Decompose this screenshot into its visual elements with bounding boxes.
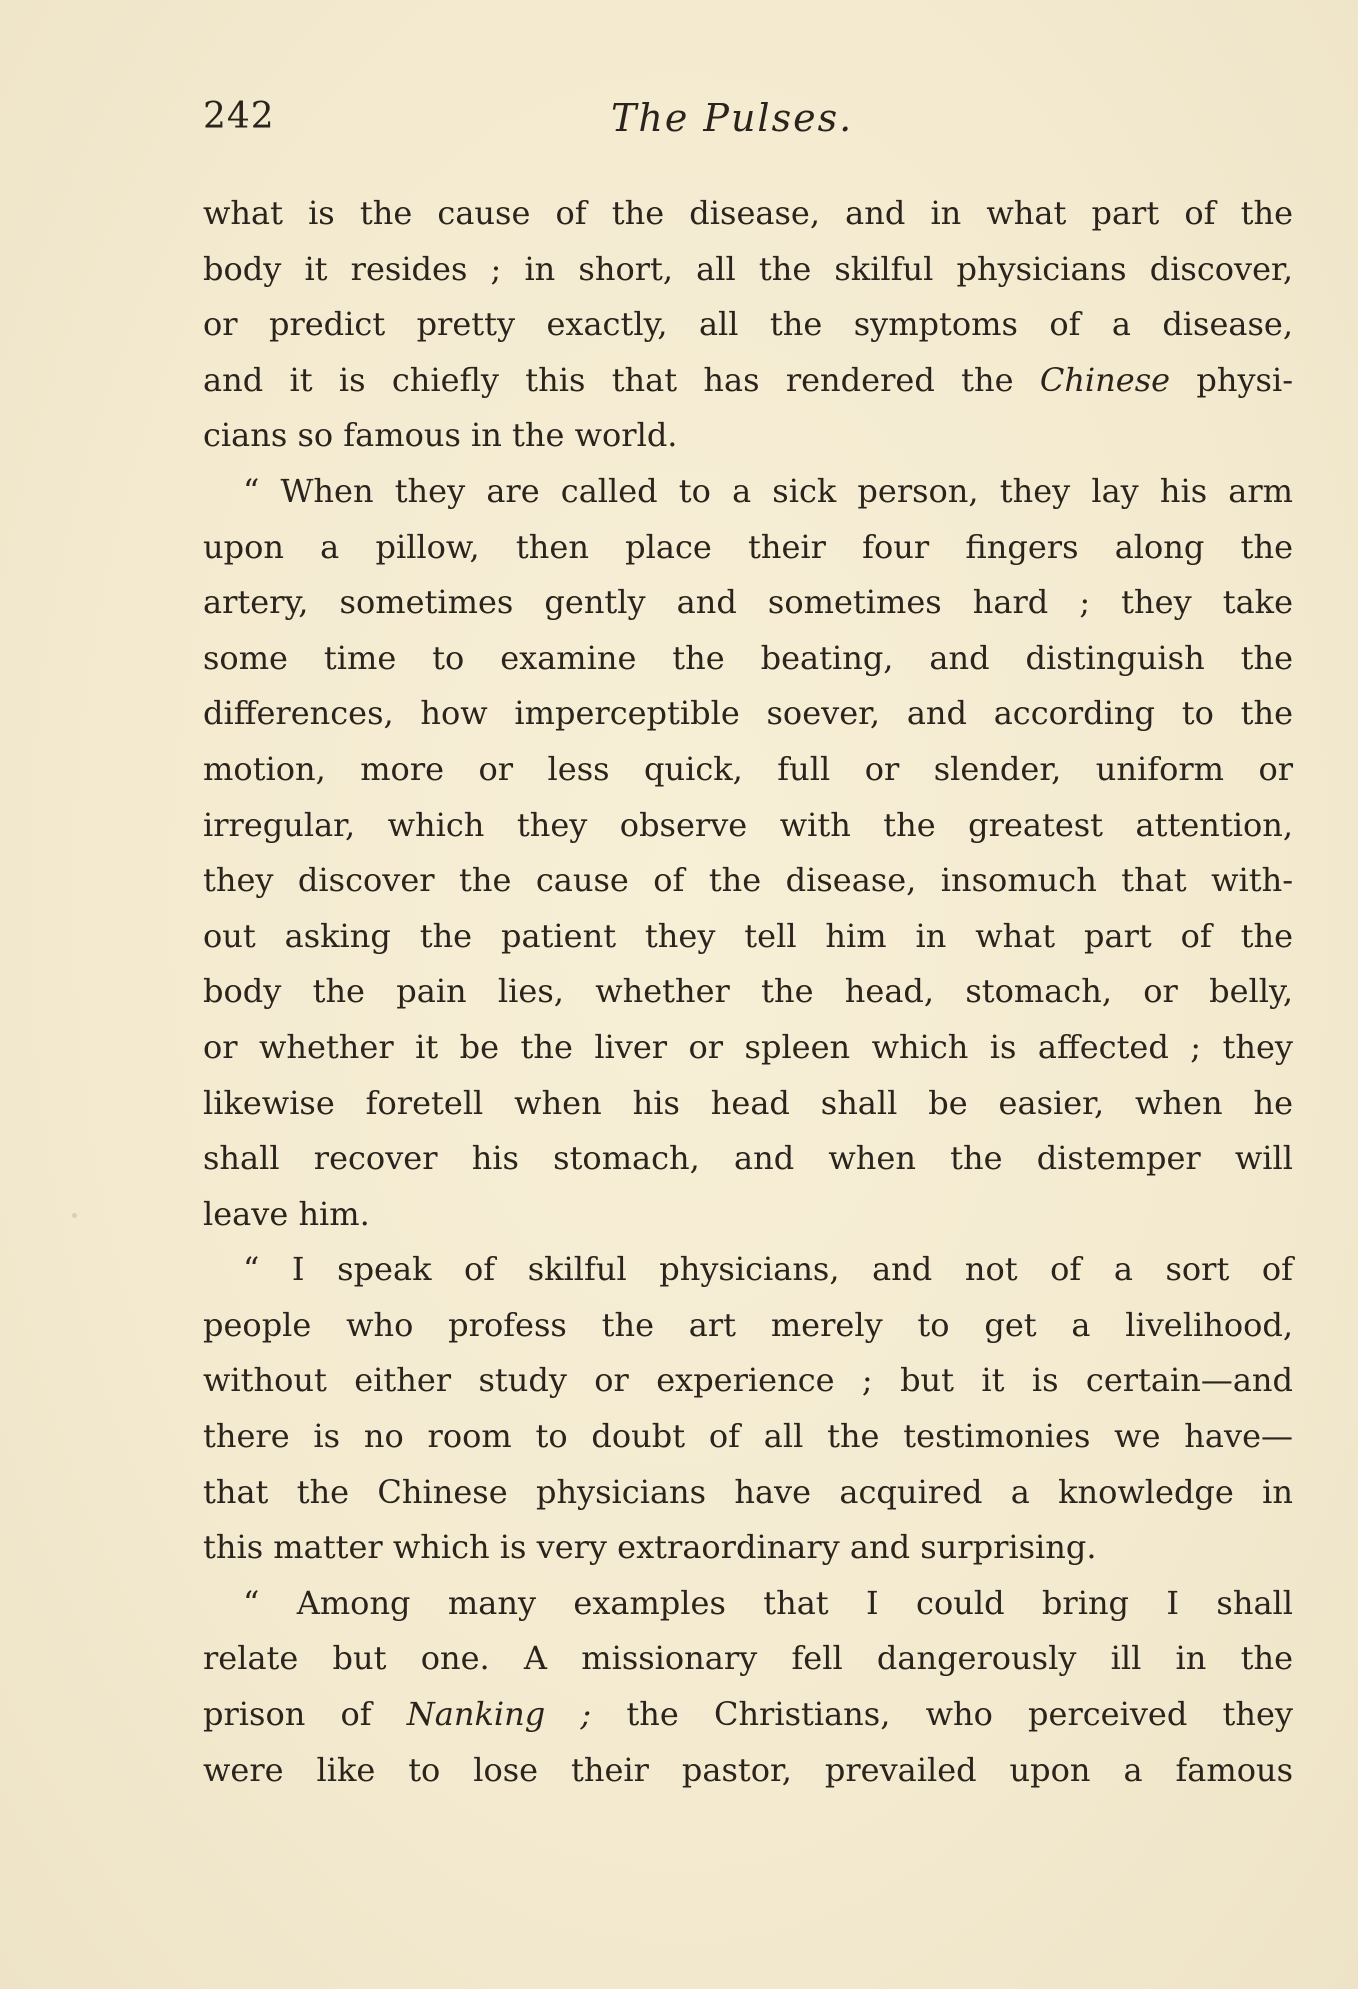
page-number: 242 [203, 96, 275, 137]
text-span: physi- [1170, 360, 1294, 399]
text-line: what is the cause of the disease, and in what part of the [203, 194, 1293, 232]
text-line: body it resides ; in short, all the skilful physicians discover, [203, 249, 1293, 288]
text-line: that the Chinese physicians have acquired a knowledge in [203, 1472, 1293, 1511]
italic-word: Chinese [1039, 360, 1171, 399]
text-line: or predict pretty exactly, all the symptoms of a disease, [203, 305, 1293, 344]
text-span: the Christians, who perceived they [591, 1695, 1293, 1734]
text-line: without either study or experience ; but it is certain—and [203, 1361, 1293, 1400]
text-line: “ Among many examples that I could bring I shall [243, 1583, 1293, 1622]
italic-word: Nanking ; [406, 1695, 592, 1734]
text-line: out asking the patient they tell him in what part of the [203, 916, 1293, 955]
text-line: irregular, which they observe with the greatest attention, [203, 805, 1293, 844]
text-span: prison of [203, 1695, 407, 1734]
text-line: this matter which is very extraordinary and surprising. [203, 1528, 1097, 1567]
text-line: upon a pillow, then place their four fingers along the [203, 527, 1293, 566]
text-line: were like to lose their pastor, prevailed upon a famous [203, 1750, 1293, 1789]
text-line: people who profess the art merely to get a livelihood, [203, 1305, 1293, 1344]
text-line: likewise foretell when his head shall be easier, when he [203, 1083, 1293, 1122]
text-line: artery, sometimes gently and sometimes hard ; they take [203, 583, 1293, 622]
text-line: or whether it be the liver or spleen which is affected ; they [203, 1027, 1293, 1066]
text-line: body the pain lies, whether the head, stomach, or belly, [203, 972, 1293, 1011]
text-line: motion, more or less quick, full or slender, uniform or [203, 749, 1293, 788]
text-line: relate but one. A missionary fell dangerously ill in the [203, 1639, 1293, 1678]
running-title: The Pulses. [611, 96, 854, 140]
text-line: there is no room to doubt of all the testimonies we have— [203, 1417, 1293, 1456]
text-line [203, 353, 1293, 409]
text-line: differences, how imperceptible soever, and according to the [203, 694, 1293, 733]
text-line: “ When they are called to a sick person, they lay his arm [243, 471, 1293, 510]
text-line: cians so famous in the world. [203, 416, 678, 455]
text-line: “ I speak of skilful physicians, and not of a sort of [243, 1250, 1293, 1289]
text-line: some time to examine the beating, and distinguish the [203, 638, 1293, 677]
paper-speck [72, 1213, 77, 1218]
text-line [203, 1687, 1293, 1743]
text-line: they discover the cause of the disease, insomuch that with- [203, 861, 1293, 900]
text-line: shall recover his stomach, and when the distemper will [203, 1139, 1293, 1178]
body-text [203, 186, 1293, 1798]
text-span: and it is chiefly this that has rendered the [203, 360, 1040, 399]
text-line: leave him. [203, 1194, 370, 1233]
page-header [203, 96, 1303, 156]
